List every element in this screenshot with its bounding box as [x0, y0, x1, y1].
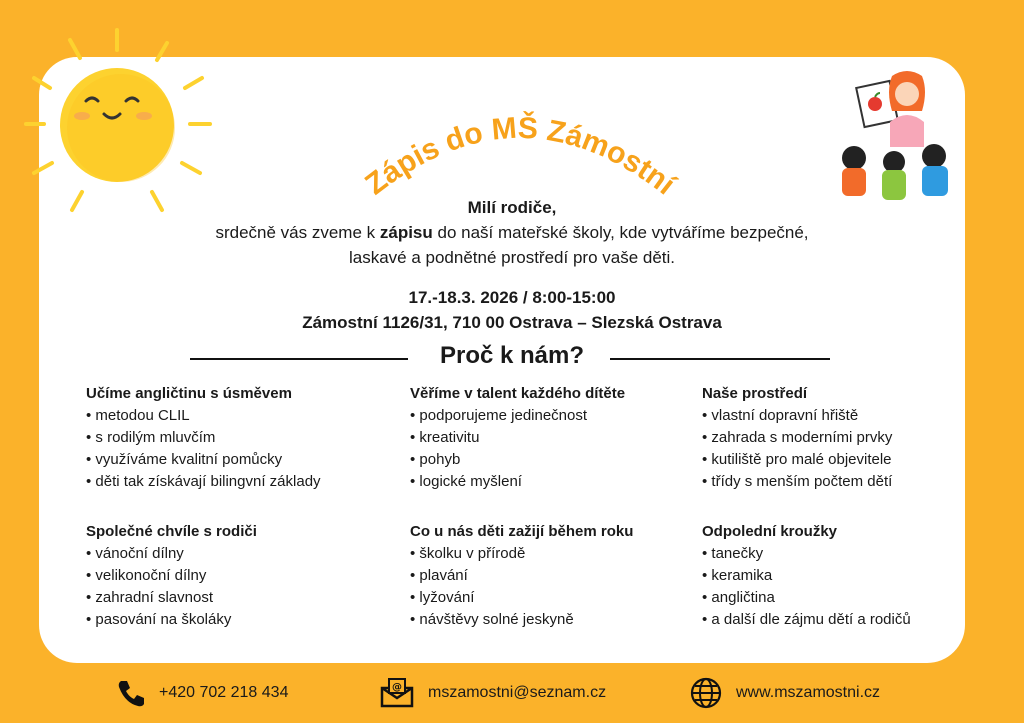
list-item: • s rodilým mluvčím — [86, 427, 321, 449]
greeting: Milí rodiče, — [467, 198, 557, 217]
section-environment — [702, 383, 892, 493]
intro-emphasis: zápisu — [379, 223, 433, 242]
list-item: • děti tak získávají bilingvní základy — [86, 471, 321, 493]
phone-icon — [115, 678, 145, 708]
envelope-icon — [380, 678, 414, 708]
list-item: • vánoční dílny — [86, 543, 257, 565]
email-address[interactable]: mszamostni@seznam.cz — [428, 684, 607, 701]
intro-line-1-end: do naší mateřské školy, kde vytváříme bezpečné, — [432, 223, 809, 242]
contact-email[interactable] — [380, 676, 606, 710]
sun-illustration — [22, 28, 212, 218]
list-item: • kreativitu — [410, 427, 625, 449]
section-heading: Naše prostředí — [702, 385, 808, 402]
divider-right — [610, 358, 830, 360]
intro-text — [140, 195, 884, 270]
intro-line-1-start: srdečně vás zveme k — [215, 223, 380, 242]
section-english — [86, 383, 321, 493]
svg-text:Zápis do MŠ Zámostní — [359, 111, 682, 203]
event-address: Zámostní 1126/31, 710 00 Ostrava – Slezská Ostrava — [302, 313, 722, 332]
list-item: • zahrada s moderními prvky — [702, 427, 892, 449]
list-item: • velikonoční dílny — [86, 565, 257, 587]
section-parents — [86, 521, 257, 631]
section-talent — [410, 383, 625, 493]
list-item: • vlastní dopravní hřiště — [702, 405, 892, 427]
section-heading: Odpolední kroužky — [702, 523, 838, 540]
section-heading: Společné chvíle s rodiči — [86, 523, 257, 540]
website-url[interactable]: www.mszamostni.cz — [736, 684, 881, 701]
list-item: • podporujeme jedinečnost — [410, 405, 625, 427]
page-title: Zápis do MŠ Zámostní — [359, 111, 682, 202]
contact-web[interactable] — [690, 676, 880, 710]
list-item: • třídy s menším počtem dětí — [702, 471, 892, 493]
section-year-events — [410, 521, 633, 631]
divider-left — [190, 358, 408, 360]
phone-number[interactable]: +420 702 218 434 — [159, 684, 289, 701]
list-item: • keramika — [702, 565, 911, 587]
section-heading: Učíme angličtinu s úsměvem — [86, 385, 292, 402]
list-item: • zahradní slavnost — [86, 587, 257, 609]
list-item: • logické myšlení — [410, 471, 625, 493]
list-item: • angličtina — [702, 587, 911, 609]
globe-icon — [690, 677, 722, 709]
why-heading: Proč k nám? — [439, 342, 585, 369]
event-dates: 17.-18.3. 2026 / 8:00-15:00 — [408, 288, 616, 307]
event-details — [140, 285, 884, 335]
list-item: • kutiliště pro malé objevitele — [702, 449, 892, 471]
intro-line-2: laskavé a podnětné prostředí pro vaše děti. — [348, 248, 676, 267]
contact-phone[interactable] — [115, 676, 288, 710]
svg-text:@: @ — [392, 682, 402, 693]
section-heading: Věříme v talent každého dítěte — [410, 385, 626, 402]
list-item: • pasování na školáky — [86, 609, 257, 631]
list-item: • metodou CLIL — [86, 405, 321, 427]
list-item: • lyžování — [410, 587, 633, 609]
list-item: • pohyb — [410, 449, 625, 471]
list-item: • a další dle zájmu dětí a rodičů — [702, 609, 911, 631]
list-item: • tanečky — [702, 543, 911, 565]
kids-teacher-illustration — [832, 70, 962, 210]
section-heading: Co u nás děti zažijí během roku — [410, 523, 634, 540]
section-afternoon-clubs — [702, 521, 911, 631]
list-item: • návštěvy solné jeskyně — [410, 609, 633, 631]
list-item: • školku v přírodě — [410, 543, 633, 565]
list-item: • plavání — [410, 565, 633, 587]
intro-line-1 — [140, 220, 884, 245]
list-item: • využíváme kvalitní pomůcky — [86, 449, 321, 471]
